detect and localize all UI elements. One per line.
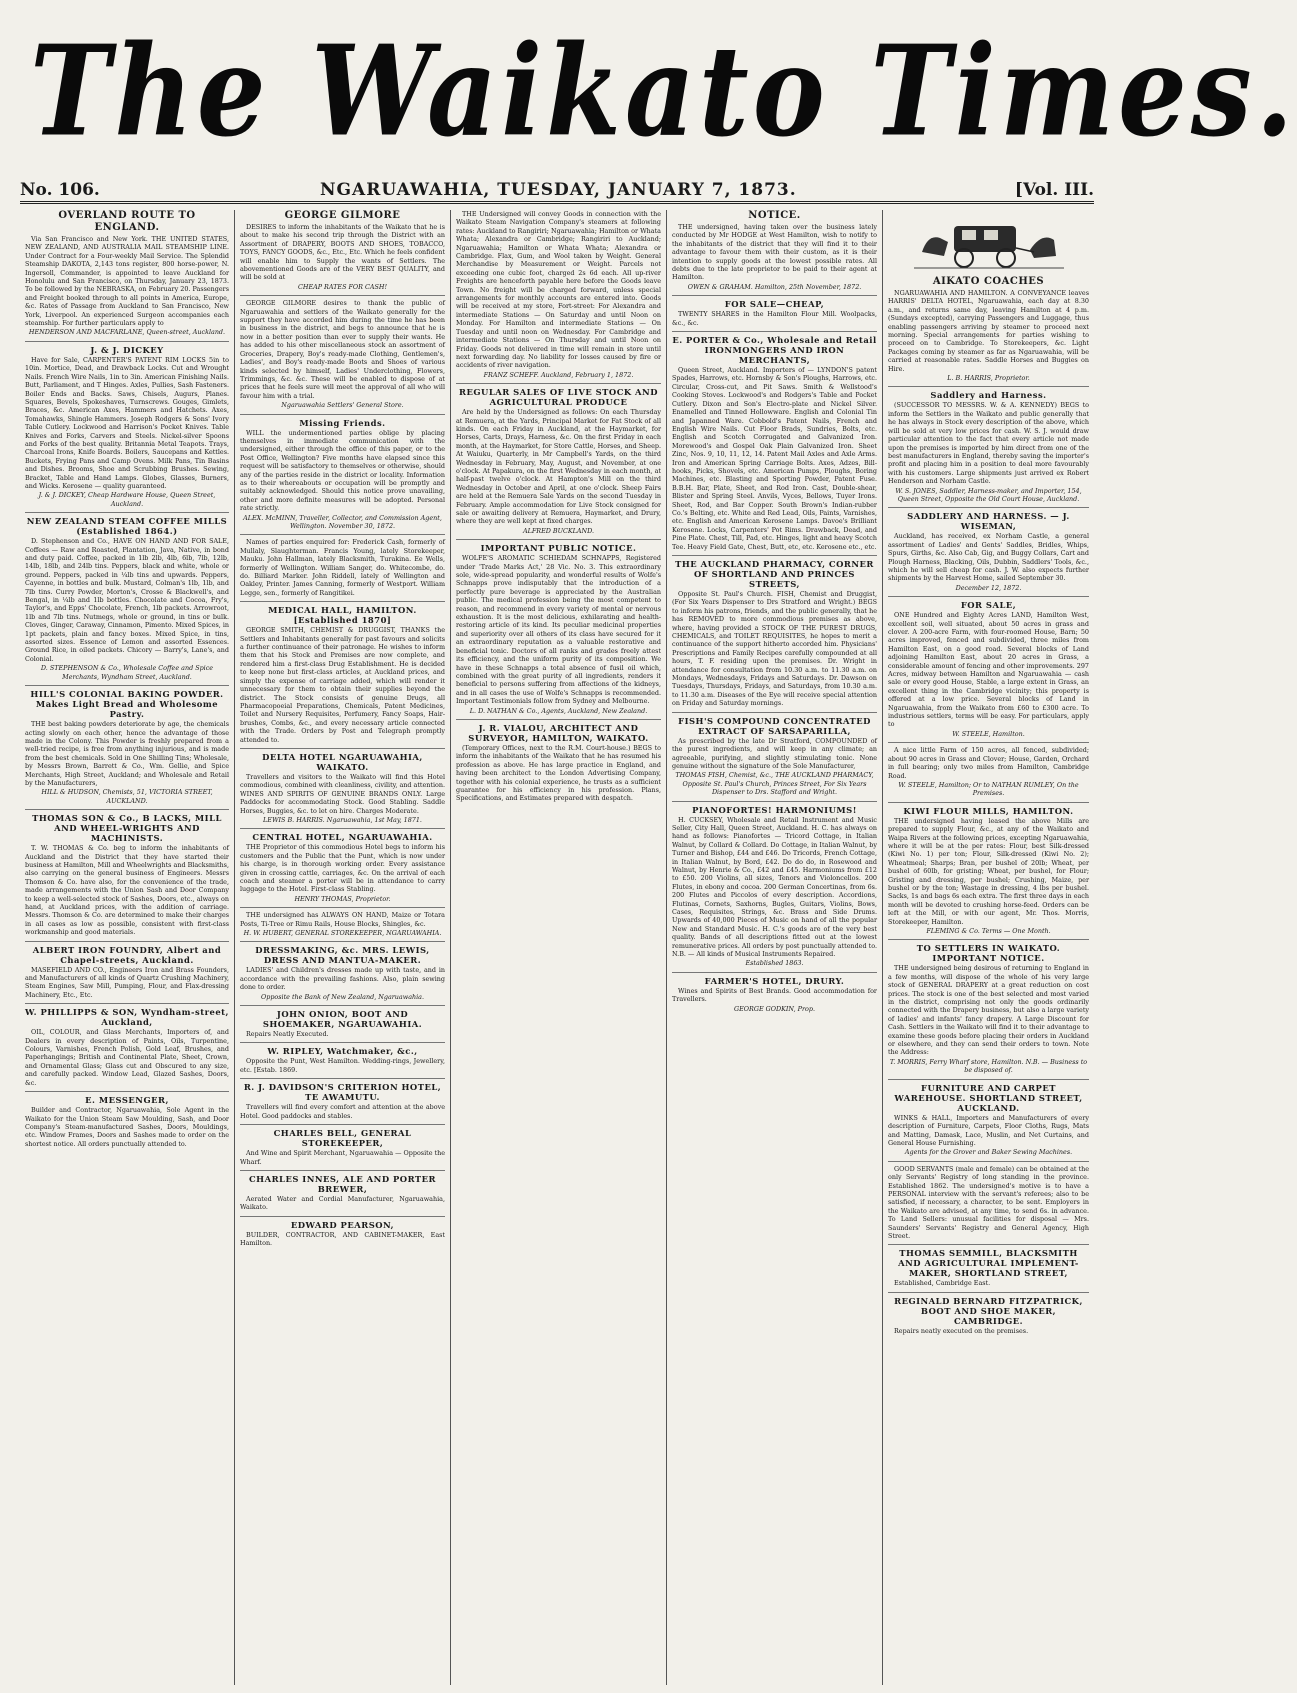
advertisement <box>25 809 229 936</box>
advertisement <box>240 941 445 1001</box>
ad-signature: Established 1863. <box>745 959 804 968</box>
advertisement <box>240 295 445 409</box>
ad-body: A nice little Farm of 150 acres, all fenced, subdivided; about 90 acres in Grass and Clover; House, Garden, Orchard in full bearing; only two miles from Hamilton, Cambridge Road. <box>888 746 1089 780</box>
ad-heading: DRESSMAKING, &c. MRS. LEWIS, DRESS AND MANTUA-MAKER. <box>255 945 430 966</box>
advertisement <box>25 512 229 681</box>
advertisement <box>25 1091 229 1148</box>
advertisement <box>240 601 445 744</box>
advertisement <box>240 414 445 531</box>
ad-heading: CHARLES BELL, GENERAL STOREKEEPER, <box>273 1128 412 1149</box>
advertisement <box>672 972 877 1013</box>
ad-heading: FOR SALE, <box>960 600 1017 611</box>
advertisement <box>888 1079 1089 1157</box>
ad-body: Travellers and visitors to the Waikato will find this Hotel commodious, combined with cleanliness, civility, and attention. WINES AND SPIRITS OF GENUINE BRANDS ONLY. Large Paddocks for accommodating Stock. Good Stabling. Saddle Horses, Buggies, &c. to let on hire. Charges Moderate. <box>240 772 445 815</box>
advertisement <box>672 295 877 327</box>
ad-body: THE undersigned, having taken over the business lately conducted by Mr HODGE at West Hamilton, wish to notify to the inhabitants of the district that they will find it to their advantage to favour them with their custom, as it is their intention to supply goods at the lowest possible rates. All debts due to the late proprietor to be paid to their agent at Hamilton. <box>672 223 877 282</box>
ad-body: WILL the undermentioned parties oblige by placing themselves in immediate communication with the undersigned, either through the office of this paper, or to the Post Office, Wellington? Five months have elapsed since this request will be satisfactory to themselves or otherwise, should any of the parties reside in the district or locality. Information as to their whereabouts or occupation will be promptly and suitably acknowledged. Should this notice prove unavailing, other and more definite measures will be adopted. Personal rate strictly. <box>240 428 445 513</box>
advertisement <box>888 386 1089 503</box>
ad-signature: HENDERSON AND MACFARLANE, Queen-street, Auckland. <box>28 328 226 337</box>
ad-heading: W. PHILLIPPS & SON, Wyndham-street, Auckland, <box>25 1007 229 1028</box>
advertisement <box>240 210 445 291</box>
ad-signature: HENRY THOMAS, Proprietor. <box>294 894 391 903</box>
advertisement <box>672 331 877 551</box>
advertisement <box>25 941 229 1000</box>
ad-body: T. W. THOMAS & Co. beg to inform the inhabitants of Auckland and the District that they have started their business at Hamilton, Mill and Wheelwrights and Blacksmiths, also carrying on the general business of Engineers. Messrs Thomson & Co. have also, for the convenience of the trade, made arrangements with the Union Sash and Door Company to keep a well-selected stock of Sashes, Doors, etc., always on hand, at Auckland prices, with the addition of carriage. Messrs. Thomson & Co. are determined to make their charges in all cases as low as possible, consistent with first-class workmanship and good materials. <box>25 844 229 937</box>
ad-signature: FRANZ SCHEFF. Auckland, February 1, 1872. <box>483 370 634 379</box>
advertisement <box>888 212 1089 382</box>
advertisement <box>888 802 1089 936</box>
ad-heading: J. & J. DICKEY <box>90 344 164 355</box>
advertisement <box>888 596 1089 738</box>
advertisement <box>240 828 445 903</box>
ad-body: LADIES' and Children's dresses made up with taste, and in accordance with the prevailing fashions. Also, plain sewing done to order. <box>240 966 445 992</box>
coach-illustration-icon <box>914 212 1064 274</box>
advertisement <box>456 383 661 535</box>
ad-heading: CHARLES INNES, ALE AND PORTER BREWER, <box>249 1173 436 1194</box>
ad-signature: GEORGE GODKIN, Prop. <box>734 1004 815 1013</box>
ad-heading: NEW ZEALAND STEAM COFFEE MILLS (Established 1864.) <box>26 516 228 537</box>
ad-body: Repairs Neatly Executed. <box>246 1030 329 1039</box>
ad-heading: THOMAS SON & Co., B LACKS, MILL AND WHEEL-WRIGHTS AND MACHINISTS. <box>32 813 222 844</box>
advertisement <box>888 507 1089 592</box>
ad-body: GEORGE SMITH, CHEMIST & DRUGGIST, THANKS the Settlers and Inhabitants generally for past favours and solicits a further continuance of their patronage. He wishes to inform them that his Stock and Premises are now complete, and rendered him a first-class Drug Establishment. He is decided to keep none but first-class articles, at Auckland prices, and simply the expense of carriage added, which will render it unnecessary for them to obtain their supplies beyond the district. The Stock consists of genuine Drugs, all Pharmacopoeial Preparations, Chemicals, Patent Medicines, Toilet and Nursery Requisites, Perfumery, Fancy Soaps, Hair-brushes, Combs, &c., and every necessary article connected with the Trade. Orders by Post and Telegraph promptly attended to. <box>240 626 445 744</box>
ad-heading: J. R. VIALOU, ARCHITECT AND SURVEYOR, HAMILTON, WAIKATO. <box>468 722 649 743</box>
ad-body: GOOD SERVANTS (male and female) can be obtained at the only Servants' Registry of long standing in the province. Established 1862. The undersigned's motive is to have a PERSONAL interview with the servant's referees; also to be satisfied, if necessary, a character, to be sent. Employers in the Waikato are advised, at any time, to send 6s. in advance. To Land Sellers: unusual facilities for disposal — Mrs. Saunders' Servants' Registry and General Agency, High Street. <box>888 1164 1089 1240</box>
ad-body: Aerated Water and Cordial Manufacturer, Ngaruawahia, Waikato. <box>240 1194 445 1212</box>
ad-body: WOLFE'S AROMATIC SCHIEDAM SCHNAPPS, Registered under 'Trade Marks Act,' 28 Vic. No. 3. This extraordinary sole, wide-spread popularity, and wonderful results of Wolfe's Schnapps prove indisputably that the introduction of a perfectly pure beverage is appreciated by the Australian public. The medical profession being the most competent to reason, and recommend in every variety of mental or nervous exhaustion. It is the most delicious, exhilarating and health-restoring article of its kind. Its peculiar medicinal properties and superiority over all others of its class have secured for it an extraordinary reputation as a valuable restorative and beneficial tonic. Doctors of all ranks and grades freely attest its efficiency, and the uniform purity of its composition. We have in these Schnapps a total absence of fusil oil which, combined with the great purity of all ingredients, renders it beneficial to persons suffering from affections of the kidneys, and in all cases the use of Wolfe's Schnapps is recommended. Important Testimonials follow from Sydney and Melbourne. <box>456 554 661 706</box>
ad-signature: HILL & HUDSON, Chemists, 51, VICTORIA STREET, AUCKLAND. <box>41 788 213 805</box>
ad-signature: W. STEELE, Hamilton. <box>952 729 1025 738</box>
ad-signature: J. & J. DICKEY, Cheap Hardware House, Queen Street, Auckland. <box>38 491 216 508</box>
ad-heading: ALBERT IRON FOUNDRY, Albert and Chapel-streets, Auckland. <box>32 944 222 965</box>
advertisement <box>25 341 229 508</box>
advertisement <box>672 801 877 968</box>
ad-body: Are held by the Undersigned as follows: On each Thursday at Remuera, at the Yards, Principal Market for Fat Stock of all kinds. On each Friday in Auckland, at the Haymarket, for Horses, Carts, Drays, Harness, &c. On the first Friday in each month, at the Haymarket, for Store Cattle, Horses, and Sheep. At Waiuku, Quarterly, in Mr Campbell's Yards, on the third Wednesday in February, May, August, and November, at one o'clock. At Papakura, on the first Wednesday in each month, at half-past twelve o'clock. At Hampton's Mill on the third Wednesday in October and April, at one o'clock. Sheep Fairs are held at the Remuera Sale Yards on the second Tuesday in February. Ample accommodation for Live Stock consigned for sale or awaiting delivery at Remuera, Haymarket, and Drury, where they are well kept at fixed charges. <box>456 408 661 526</box>
ad-body: H. CUCKSEY, Wholesale and Retail Instrument and Music Seller, City Hall, Queen Street, Auckland. H. C. has always on hand as follows: Pianofortes — Tricord Cottage, in Italian Walnut, by Collard & Collard. Do Cottage, in Italian Walnut, by Turner and Bishop, £44 and £46. Do Tricords, French Cottage, in Italian Walnut, by Bord, £42. Do do do, in Rosewood and Walnut, by Henrie & Co., £42 and £45. Harmoniums from £12 to £50. 200 Violins, all sizes, Tenors and Violoncellos. 200 Flutes, in ebony and cocoa. 200 German Concertinas, from 6s. 200 Flutes and Piccolos of every description. Accordions, Flutinas, Cornets, Saxhorns, Bugles, Guitars, Violins, Bows, Cases, Requisites, Strings, &c. Brass and Side Drums. Upwards of 40,000 Pieces of Music on hand of all the popular New and Standard Music. H. C.'s goods are of the very best quality. Bands of all descriptions fitted out at the lowest remunerative prices. All orders by post punctually attended to. N.B. — All kinds of Musical Instruments Repaired. <box>672 815 877 959</box>
issue-number: No. 106. <box>20 180 100 200</box>
ad-heading: E. PORTER & Co., Wholesale and Retail IRONMONGERS AND IRON MERCHANTS, <box>672 335 877 366</box>
ad-body: OIL, COLOUR, and Glass Merchants, Importers of, and Dealers in every description of Paints, Oils, Turpentine, Colours, Varnishes, French Polish, Gold Leaf, Brushes, and Paperhangings; British and Continental Plate, Sheet, Crown, and Ornamental Glass; Glass cut and Obscured to any size, and carefully packed. Window Lead, Glazed Sashes, Doors, &c. <box>25 1028 229 1087</box>
ad-heading: IMPORTANT PUBLIC NOTICE. <box>480 543 637 554</box>
ad-body: Opposite St. Paul's Church. FISH, Chemist and Druggist, (For Six Years Dispenser to Drs Stratford and Wright.) BEGS to inform his patrons, friends, and the public generally, that he has REMOVED to more commodious premises as above, where, having provided a STOCK OF THE PUREST DRUGS, CHEMICALS, and TOILET REQUISITES, he hopes to merit a continuance of the support hitherto accorded him. Physicians' Prescriptions and Family Recipes carefully compounded at all hours, T. F. residing upon the premises. Dr. Wright in attendance for consultation from 10.30 a.m. to 11.30 a.m. on Mondays, Wednesdays, Fridays and Saturdays. Dr. Dawson on Tuesdays, Thursdays, Fridays, and Saturdays, from 10.30 a.m. to 11.30 a.m. Diseases of the Eye will receive special attention on Friday and Saturday mornings. <box>672 590 877 708</box>
ad-heading: THE AUCKLAND PHARMACY, CORNER OF SHORTLAND AND PRINCES STREETS, <box>675 559 874 589</box>
ad-signature: Agents for the Grover and Baker Sewing Machines. <box>904 1148 1073 1157</box>
advertisement <box>240 534 445 597</box>
advertisement <box>888 939 1089 1074</box>
ad-body: Repairs neatly executed on the premises. <box>894 1326 1029 1335</box>
advertisement <box>240 1216 445 1248</box>
ad-signature: FLEMING & Co. Terms — One Month. <box>926 927 1051 935</box>
ad-heading: REGULAR SALES OF LIVE STOCK AND AGRICULTURAL PRODUCE <box>459 387 658 408</box>
advertisement <box>240 1042 445 1074</box>
ad-body: Travellers will find every comfort and attention at the above Hotel. Good paddocks and stables. <box>240 1103 445 1120</box>
ad-heading: FISH'S COMPOUND CONCENTRATED EXTRACT OF SARSAPARILLA, <box>678 715 871 736</box>
issue-place-date: NGARUAWAHIA, TUESDAY, JANUARY 7, 1873. <box>320 180 797 200</box>
advertisement <box>888 742 1089 797</box>
advertisement <box>240 1078 445 1120</box>
advertisement <box>240 1005 445 1038</box>
column-4 <box>666 210 882 1685</box>
advertisement <box>240 907 445 937</box>
ad-body: DESIRES to inform the inhabitants of the Waikato that he is about to make his second trip through the District with an Assortment of DRAPERY, BOOTS AND SHOES, TOBACCO, TOYS, FANCY GOODS, &c., Etc., Etc. Which he feels confident will enable him to Supply the wants of Settlers. The abovementioned Goods are of the VERY BEST QUALITY, and will be sold at <box>240 223 445 282</box>
ad-body: GEORGE GILMORE desires to thank the public of Ngaruawahia and settlers of the Waikato generally for the support they have accorded him during the time he has been in business in the district, and begs to announce that he is now in a better position than ever to supply their wants. He has added to his other miscellaneous stock an assortment of Groceries, Drapery, Boy's ready-made Clothing, Gentlemen's, Ladies', and Boy's ready-made Boots and Shoes of various kinds selected by himself, Ladies' Underclothing, Flowers, Trimmings, &c. &c. These will be enabled to dispose of at prices that he feels sure will meet the approval of all who will favour him with a trial. <box>240 299 445 400</box>
column-5 <box>882 210 1094 1685</box>
ad-signature: L. B. HARRIS, Proprietor. <box>947 374 1030 383</box>
ad-signature: THOMAS FISH, Chemist, &c., THE AUCKLAND PHARMACY, Opposite St. Paul's Church, Princes Street, For Six Years Dispenser to Drs. Stafford and Wright. <box>675 771 874 797</box>
advertisement <box>672 555 877 708</box>
ad-heading: R. J. DAVIDSON'S CRITERION HOTEL, TE AWAMUTU. <box>243 1082 442 1103</box>
ad-body: As prescribed by the late Dr Stratford, COMPOUNDED of the purest ingredients, and will keep in any climate; an agreeable, purifying, and slightly stimulating tonic. None genuine without the signature of the Sole Manufacturer, <box>672 736 877 770</box>
ad-signature: Opposite the Bank of New Zealand, Ngaruawahia. <box>260 992 425 1001</box>
ad-body: ONE Hundred and Eighty Acres LAND, Hamilton West, excellent soil, well situated, about 50 acres in grass and clover. A 200-acre Farm, with four-roomed House, Barn; 50 acres improved, fenced and subdivided, three miles from Hamilton East, on a good road. Several blocks of Land adjoining Hamilton East, about 20 acres in Grass, a considerable amount of fencing and other improvements. 297 Acres, midway between Hamilton and Ngaruawahia — cash sale or every good House, Stable, a large extent in Grass, an excellent thing in the Cambridge vicinity; this property is offered at a low price. Several blocks of Land in Ngaruawahia, from the Waikato from £60 to £300 acre. To industrious settlers, terms will be easy. For particulars, apply to <box>888 611 1089 729</box>
ad-signature: L. D. NATHAN & Co., Agents, Auckland, New Zealand. <box>469 706 648 715</box>
ad-body: THE Undersigned will convey Goods in connection with the Waikato Steam Navigation Company's steamers at following rates: Auckland to Rangiriri; Ngaruawahia; Hamilton or Whata Whata; Alexandra or Cambridge; Rangiriri to Auckland; Ngaruawahia; Hamilton or Whata Whata; Alexandra or Cambridge. Flax, Gum, and Wool taken by Weight. General Merchandise by Measurement or Weight. Parcels not exceeding one cubic foot, charged 2s 6d each. All up-river Freights are henceforth payable here before the Goods leave Town. No freight will be charged forward, unless special arrangements for monthly accounts are entered into. Goods will be received at my store, Fort-street: For Alexandra and intermediate Stations — On Saturday and until Noon on Monday. For Hamilton and intermediate Stations — On Tuesday and until noon on Wednesday. For Cambridge and intermediate Stations — On Thursday and until Noon on Friday. Goods not delivered in time will remain in store until next forwarding day. No liability for losses caused by fire or accidents of river navigation. <box>456 210 661 370</box>
advertisement <box>456 210 661 379</box>
ad-body: (SUCCESSOR TO MESSRS. W. & A. KENNEDY) BEGS to inform the Settlers in the Waikato and public generally that he has always in Stock every description of the above, which will be sold at very low prices for cash. W. S. J. would draw particular attention to the fact that every article not made upon the premises is imported by him direct from one of the best manufacturers in England, thereby saving the importer's profit and placing him in a position to deal more favourably with his customers. Large shipments just arrived ex Robert Henderson and Norham Castle. <box>888 401 1089 486</box>
ad-signature: OWEN & GRAHAM. Hamilton, 25th November, 1872. <box>687 282 862 291</box>
ad-signature: W. S. JONES, Saddler, Harness-maker, and Importer, 154, Queen Street, Opposite the Old Court House, Auckland. <box>895 486 1082 503</box>
ad-signature: W. STEELE, Hamilton; Or to NATHAN RUMLEY, On the Premises. <box>898 780 1079 798</box>
column-3 <box>450 210 666 1685</box>
ad-heading: OVERLAND ROUTE TO ENGLAND. <box>58 210 196 233</box>
advertisement <box>240 748 445 824</box>
ad-signature: CHEAP RATES FOR CASH! <box>297 282 388 291</box>
issue-volume: [Vol. III. <box>1014 180 1094 200</box>
ad-body: WINKS & HALL, Importers and Manufacturers of every description of Furniture, Carpets, Floor Cloths, Rugs, Mats and Matting, Damask, Lace, Muslin, and Net Curtains, and General House Furnishing. <box>888 1113 1089 1147</box>
column-1 <box>20 210 234 1685</box>
ad-signature: H. W. HUBERT, GENERAL STOREKEEPER, NGARUAWAHIA. <box>243 929 442 938</box>
ad-heading: JOHN ONION, BOOT AND SHOEMAKER, NGARUAWAHIA. <box>262 1009 423 1030</box>
advertisement <box>888 1244 1089 1287</box>
ad-body: Builder and Contractor, Ngaruawahia, Sole Agent in the Waikato for the Union Steam Saw Moulding, Sash, and Door Company's Steam-manufactured Sashes, Doors, Mouldings, etc. Window Frames, Doors and Sashes made to order on the shortest notice. All orders punctually attended to. <box>25 1106 229 1148</box>
ad-signature: Ngaruawahia Settlers' General Store. <box>281 401 404 410</box>
ad-signature: T. MORRIS, Ferry Wharf store, Hamilton. N.B. — Business to be disposed of. <box>889 1057 1088 1075</box>
advertisement <box>672 210 877 291</box>
ad-signature: LEWIS B. HARRIS. Ngaruawahia, 1st May, 1871. <box>263 815 422 824</box>
advertisement <box>672 712 877 797</box>
ad-heading: DELTA HOTEL NGARUAWAHIA, WAIKATO. <box>262 751 423 772</box>
ad-body: THE undersigned having leased the above Mills are prepared to supply Flour, &c., at any of the Waikato and Waipa Rivers at the following prices, excepting Ngaruawahia, where it will be at the per rates: Flour, best Silk-dressed (Kiwi No. 1) per ton; Flour, Silk-dressed (Kiwi No. 2); Wheatmeal; Sharps; Bran, per bushel of 20lb; Wheat, per bushel of 60lb, for gristing; Wheat, per bushel, for Flour; Gristing and dressing, per bushel; Crushing, Maize, per bushel or by the ton; Wastage in dressing, 4 lbs per bushel. Sacks, 1s and bags 6s each extra. The first three days in each month will be devoted to crushing horse-feed. Orders can be left at the Mill, or with our agent, Mr. Thos. Morris, Storekeeper, Hamilton. <box>888 816 1089 926</box>
ad-heading: THOMAS SEMMILL, BLACKSMITH AND AGRICULTURAL IMPLEMENT-MAKER, SHORTLAND STREET, <box>898 1248 1079 1279</box>
ad-heading: NOTICE. <box>748 210 801 221</box>
ad-body: D. Stephenson and Co., HAVE ON HAND AND FOR SALE, Coffees — Raw and Roasted, Plantation, Java, Native, in bond and duty paid. Coffee, packed in 1lb 2lb, 4lb, 6lb, 7lb, 12lb, 14lb, 18lb, and 24lb tins. Peppers, black and white, whole or ground. Peppers, packed in ¼lb tins and upwards. Peppers, Cayenne, in bottles and bulk. Mustard, Colman's 1lb, 1lb, and 7lb tins. Curry Powder, Morton's, Crosse & Blackwell's, and Bengal, in ¼lb and 1lb bottles. Chocolate and Cocoa, Fry's, Taylor's, and Epps' Chocolate, French, 1lb packets. Arrowroot, 1lb and 7lb tins. Nutmegs, whole or ground, in tins or bulk. Cloves, Ginger, Caraway, Cinnamon, Pimento. Mixed Spices, in 1pt packets, plain and fancy boxes. Mixed Spice, in tins, assorted sizes. Essence of Lemon and assorted Essences. Ground Rice, in oiled packets. Chicory — Barry's, Lane's, and Colonial. <box>25 537 229 663</box>
ad-body: Established, Cambridge East. <box>894 1279 991 1288</box>
ad-body: THE Proprietor of this commodious Hotel begs to inform his customers and the Public that the Punt, which is now under his charge, is in thorough working order. Every assistance given in crossing cattle, carriages, &c. On the arrival of each coach and steamer a porter will be in attendance to carry luggage to the Hotel. First-class Stabling. <box>240 843 445 894</box>
ad-heading: KIWI FLOUR MILLS, HAMILTON. <box>903 805 1074 816</box>
advertisement <box>25 1003 229 1087</box>
ad-heading: FARMER'S HOTEL, DRURY. <box>704 975 845 986</box>
ad-heading: MEDICAL HALL, HAMILTON. [Established 1870] <box>268 605 417 626</box>
issue-bar <box>20 180 1094 204</box>
ad-heading: AIKATO COACHES <box>932 276 1045 287</box>
ad-body: BUILDER, CONTRACTOR, AND CABINET-MAKER, East Hamilton. <box>240 1230 445 1248</box>
ad-body: THE best baking powders deteriorate by age, the chemicals acting slowly on each other, hence the advantage of those made in the Colony. This Powder is freshly prepared from a well-tried recipe, is free from anything injurious, and is made from the best chemicals. Sold in One Shilling Tins; Wholesale, by Messrs Brown, Barrett & Co., Wm. Gellie, and Spice Merchants, High Street, Auckland; and Wholesale and Retail by the Manufacturers, <box>25 720 229 787</box>
ad-heading: FOR SALE—CHEAP, <box>724 299 825 310</box>
ad-heading: GEORGE GILMORE <box>284 210 401 221</box>
advertisement <box>888 1161 1089 1241</box>
ad-signature: December 12, 1872. <box>955 583 1022 592</box>
ad-heading: EDWARD PEARSON, <box>290 1219 395 1230</box>
advertisement <box>888 1292 1089 1335</box>
ad-signature: ALFRED BUCKLAND. <box>522 526 595 535</box>
ad-heading: TO SETTLERS IN WAIKATO. IMPORTANT NOTICE. <box>916 943 1061 964</box>
ad-heading: PIANOFORTES! HARMONIUMS! <box>692 804 857 815</box>
advertisement <box>456 539 661 715</box>
ad-signature: D. STEPHENSON & Co., Wholesale Coffee and Spice Merchants, Wyndham Street, Auckland. <box>40 664 214 681</box>
advertisement <box>456 719 661 803</box>
ad-signature: ALEX. McMINN, Traveller, Collector, and Commission Agent, Wellington. November 30, 1872. <box>243 513 442 530</box>
masthead <box>0 0 1297 178</box>
ad-body: NGARUAWAHIA AND HAMILTON. A CONVEYANCE leaves HARRIS' DELTA HOTEL, Ngaruawahia, each day at 8.30 a.m., and returns same day, leaving Hamilton at 4 p.m. (Sundays excepted), carrying Passengers and Luggage, thus enabling passengers arriving by steamer to proceed next morning. Special arrangements for parties wishing to proceed on to Cambridge. To Storekeepers, &c. Light Packages coming by steamer as far as Ngaruawahia, will be carried at reasonable rates. Saddle Horses and Buggies on Hire. <box>888 289 1089 373</box>
ad-heading: W. RIPLEY, Watchmaker, &c., <box>267 1046 418 1057</box>
ad-heading: FURNITURE AND CARPET WAREHOUSE. SHORTLAND STREET, AUCKLAND. <box>894 1082 1083 1113</box>
ad-heading: REGINALD BERNARD FITZPATRICK, BOOT AND SHOE MAKER, CAMBRIDGE. <box>894 1295 1083 1326</box>
ad-body: MASEFIELD AND CO., Engineers Iron and Brass Founders, and Manufacturers of all kinds of Quartz Crushing Machinery, Steam Engines, Saw Mill, Pumping, Flour, and Flax-dressing Machinery, Etc., Etc. <box>25 965 229 999</box>
ad-heading: SADDLERY AND HARNESS. — J. WISEMAN, <box>907 511 1070 532</box>
ad-heading: HILL'S COLONIAL BAKING POWDER. Makes Light Bread and Wholesome Pastry. <box>30 689 224 720</box>
ad-body: Via San Francisco and New York. THE UNITED STATES, NEW ZEALAND, AND AUSTRALIA MAIL STEAMSHIP LINE. Under Contract for a Four-weekly Mail Service. The Splendid Steamship DAKOTA, 2,143 tons register, 800 horse-power, N. Ingersoll, Commander, is appointed to leave Auckland for Honolulu and San Francisco, on Thursday, January 23, 1873. To be followed by the NEBRASKA, on February 20. Passengers and Freight booked through to all points in America, Europe, &c. Rates of Passage from Auckland to San Francisco, New York, Liverpool. An experienced Surgeon accompanies each steamship. For further particulars apply to <box>25 235 229 328</box>
ad-heading: CENTRAL HOTEL, NGARUAWAHIA. <box>252 832 433 843</box>
ad-body: Opposite the Punt, West Hamilton. Wedding-rings, Jewellery, etc. [Estab. 1869. <box>240 1057 445 1074</box>
ad-body: Names of parties enquired for: Frederick Cash, formerly of Mullaly, Slaughterman. Francis Young, lately Storekeeper, Mauku. John Hallman, lately Blacksmith, Turakina. Ee Wells, formerly of Wellington. William Sanger, do. Whitecombe, do. do. Billiard Marker. John Riddell, lately of Wellington and Oakley, Printer. James Canning, formerly of Westport. William Legge, sen., formerly of Rangitikei. <box>240 538 445 597</box>
advertisement <box>240 1170 445 1212</box>
column-2 <box>234 210 450 1685</box>
advertisement <box>240 1124 445 1166</box>
ad-body: Have for Sale, CARPENTER'S PATENT RIM LOCKS 5in to 10in. Mortice, Dead, and Drawback Locks. Cut and Wrought Nails. French Wire Nails, 1in to 3in. American Finishing Nails. Butt, Parliament, and T Hinges. Axles, Pullies, Sash Fasteners. Boiler Ends and Backs. Saws, Chisels, Augurs, Planes. Squares, Bevels, Spokeshaves, Turnscrews. Gouges, Gimlets, Braces, &c. American Axes, Hammers and Hatchets. Axes, Tomahawks, Shingle Hammers. Joseph Rodgers & Sons' Ivory Table Cutlery. Lockwood and Harrison's Pocket Knives. Table Knives and Forks, Carvers and Steels. Nickel-silver Spoons and Forks of the best quality. Britannia Metal Teapots. Trays, Charcoal Irons, Knife Boards. Boilers, Saucepans and Kettles. Buckets, Frying Pans and Camp Ovens. Milk Pans, Tin Basins and Dishes. Brooms, Shoe and Scrubbing Brushes. Sewing, Bracket, Table and Hand Lamps. Globes, Glasses, Burners, and Wicks. Kerosene — quality guaranteed. <box>25 355 229 490</box>
ad-body: (Temporary Offices, next to the R.M. Court-house.) BEGS to inform the inhabitants of the Waikato that he has resumed his profession as above. He has large practice in England, and having been architect to the London Advertising Company, together with his colonial experience, he trusts as a sufficient guarantee for his efficiency in his profession. Plans, Specifications, and Estimates prepared with despatch. <box>456 743 661 803</box>
ad-body: Queen Street, Auckland. Importers of — LYNDON'S patent Spades, Harrows, etc. Hornsby & Son's Ploughs, Harrows, etc. Circular, Cross-cut, and Pit Saws. Smith & Wellstood's Cooking Stoves. Lockwood's and Rodgers's Table and Pocket Cutlery. Dixon and Son's Electro-plate and Nickel Silver. Enamelled and Tinned Hollowware. English and Colonial Tin and Japanned Ware. Cobbold's Patent Nails, French and English Wire Nails. Cut Floor Brads, Sundries, Bolts, etc. English and Scotch Corrugated and Galvanized Iron. Morewood's and Gospel Oak Plain Galvanized Iron. Sheet Zinc, Nos. 9, 10, 11, 12, 14. Patent Mail Axles and Axle Arms. Iron and American Spring Carriage Bolts. Axes, Adzes, Bill-hooks, Picks, Shovels, etc. American Pumps, Ploughs, Boring Machines, etc. Blasting and Sporting Powder, Patent Fuse. B.B.H. Bar, Plate, Sheet, and Rod Iron. Cast, Double-shear, Blister and Spring Steel. Anvils, Vyces, Bellows, Tuyer Irons. Sheet, Rod, and Bar Copper. South Brown's Indian-rubber Co.'s Belting, etc. White and Red Lead, Oils, Paints, Varnishes, etc. English and American Kerosene Lamps. Davoe's Brilliant Kerosene. Locks, Carpenters' Pot Rims. Drawback, Dead, and Pine Plate. Chest, Till, Pad, etc. Hinges, light and heavy Scotch Tee. Heavy Field Gate, Chest, Butt, etc, etc. Kerosene etc., etc. <box>672 366 877 551</box>
columns <box>20 210 1094 1685</box>
advertisement <box>25 685 229 805</box>
ad-heading: Saddlery and Harness. <box>930 390 1047 401</box>
ad-body: Wines and Spirits of Best Brands. Good accommodation for Travellers. <box>672 986 877 1004</box>
ad-body: TWENTY SHARES in the Hamilton Flour Mill. Woolpacks, &c., &c. <box>672 310 877 327</box>
ad-body: And Wine and Spirit Merchant, Ngaruawahia — Opposite the Wharf. <box>240 1149 445 1166</box>
ad-body: THE undersigned being desirous of returning to England in a few months, will dispose of the whole of his very large stock of GENERAL DRAPERY at a great reduction on cost prices. The stock is one of the best selected and most varied in the district, comprising not only the goods ordinarily connected with the Drapery business, but also a large variety of ladies' and infants' fancy drapery. A Large Discount for Cash. Settlers in the Waikato will find it to their advantage to examine these goods before placing their orders in Auckland or elsewhere, and they can send their orders to town. Note the Address: <box>888 964 1089 1057</box>
ad-body: THE undersigned has ALWAYS ON HAND, Maize or Totara Posts, Ti-Tree or Rimu Rails, House Blocks, Shingles, &c. <box>240 911 445 928</box>
ad-heading: Missing Friends. <box>299 417 386 428</box>
advertisement <box>25 210 229 337</box>
newspaper-title: The Waikato Times. <box>30 19 1297 165</box>
ad-body: Auckland, has received, ex Norham Castle, a general assortment of Ladies' and Gents' Saddles, Bridles, Whips, Spurs, Girths, &c. Also Cab, Gig, and Buggy Collars, Cart and Plough Harness, Blacking, Oils, Dubbin, Saddlers' Tools, &c., which he will sell cheap for cash. J. W. also expects further shipments by the Harvest Home, sailed September 30. <box>888 532 1089 583</box>
ad-heading: E. MESSENGER, <box>85 1095 169 1106</box>
